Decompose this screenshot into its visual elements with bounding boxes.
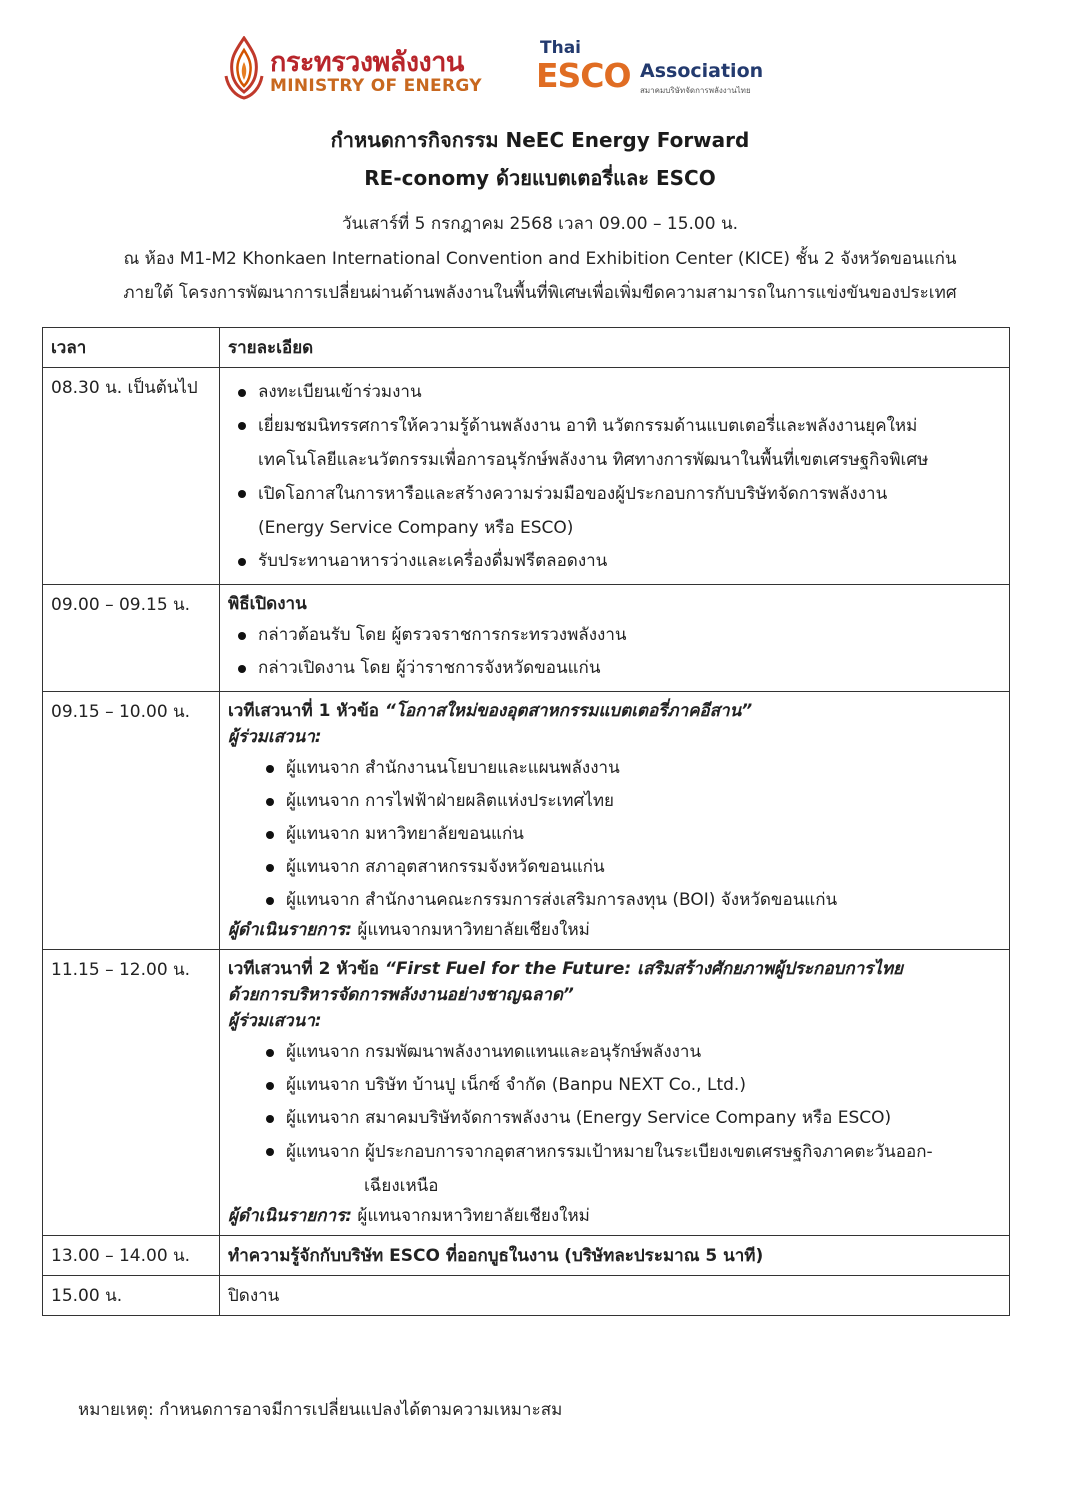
row-time: 15.00 น. xyxy=(43,1276,220,1316)
row-detail: ปิดงาน xyxy=(220,1276,1010,1316)
row-detail xyxy=(220,585,1010,692)
moderator: ผู้ดำเนินรายการ: ผู้แทนจากมหาวิทยาลัยเชียงใหม่ xyxy=(228,920,590,940)
list-item: ผู้แทนจาก บริษัท บ้านปู เน็กซ์ จำกัด (Banpu NEXT Co., Ltd.) xyxy=(286,1069,1001,1102)
row-detail xyxy=(220,368,1010,585)
col-header-detail: รายละเอียด xyxy=(220,328,1010,368)
list-item: เยี่ยมชมนิทรรศการให้ความรู้ด้านพลังงาน อาทิ นวัตกรรมด้านแบตเตอรี่และพลังงานยุคใหม่ เทคโนโลยีและนวัตกรรมเพื่อการอนุรักษ์พลังงาน ทิศทางการพัฒนาในพื้นที่เขตเศรษฐกิจพิเศษ xyxy=(258,409,1001,477)
bullet-list xyxy=(228,752,1001,917)
row-detail xyxy=(220,692,1010,950)
esco-logo-association: Association xyxy=(640,60,764,82)
moe-name-thai: กระทรวงพลังงาน xyxy=(270,47,464,78)
row-detail: ทำความรู้จักกับบริษัท ESCO ที่ออกบูธในงาน (บริษัทละประมาณ 5 นาที) xyxy=(220,1236,1010,1276)
event-venue: ณ ห้อง M1-M2 Khonkaen International Convention and Exhibition Center (KICE) ชั้น 2 จังหวัดขอนแก่น xyxy=(123,249,957,269)
moe-name-english: MINISTRY OF ENERGY xyxy=(270,76,482,96)
list-item: ผู้แทนจาก สำนักงานนโยบายและแผนพลังงาน xyxy=(286,752,1001,785)
panel-label: ผู้ร่วมเสวนา: xyxy=(228,1011,322,1031)
table-row xyxy=(43,368,1010,585)
esco-logo-wordmark: ESCO xyxy=(536,56,631,95)
row-time: 08.30 น. เป็นต้นไป xyxy=(43,368,220,585)
list-item: ผู้แทนจาก การไฟฟ้าฝ่ายผลิตแห่งประเทศไทย xyxy=(286,785,1001,818)
col-header-time: เวลา xyxy=(43,328,220,368)
table-row xyxy=(43,692,1010,950)
list-item: เปิดโอกาสในการหารือและสร้างความร่วมมือของผู้ประกอบการกับบริษัทจัดการพลังงาน (Energy Service Company หรือ ESCO) xyxy=(258,477,1001,545)
row-time: 09.00 – 09.15 น. xyxy=(43,585,220,692)
ministry-of-energy-logo xyxy=(222,36,512,102)
list-item: ผู้แทนจาก สมาคมบริษัทจัดการพลังงาน (Energy Service Company หรือ ESCO) xyxy=(286,1102,1001,1135)
table-row xyxy=(43,1236,1010,1276)
topic-title-cont: ด้วยการบริหารจัดการพลังงานอย่างชาญฉลาด” xyxy=(228,985,574,1005)
table-row xyxy=(43,1276,1010,1316)
schedule-table xyxy=(42,327,1010,1316)
list-item: ผู้แทนจาก มหาวิทยาลัยขอนแก่น xyxy=(286,818,1001,851)
topic-title: “First Fuel for the Future: เสริมสร้างศักยภาพผู้ประกอบการไทย xyxy=(384,959,904,979)
list-item: ผู้แทนจาก ผู้ประกอบการจากอุตสาหกรรมเป้าหมายในระเบียงเขตเศรษฐกิจภาคตะวันออก- เฉียงเหนือ xyxy=(286,1135,1001,1203)
flame-icon xyxy=(222,36,266,100)
list-item: ลงทะเบียนเข้าร่วมงาน xyxy=(258,376,1001,409)
table-row xyxy=(43,950,1010,1236)
row-time: 13.00 – 14.00 น. xyxy=(43,1236,220,1276)
thai-esco-association-logo xyxy=(536,38,776,100)
esco-logo-subtitle: สมาคมบริษัทจัดการพลังงานไทย xyxy=(640,86,751,95)
agenda-title-line2: RE-conomy ด้วยแบตเตอรี่และ ESCO xyxy=(364,166,716,190)
esco-logo-thai: Thai xyxy=(540,38,581,58)
row-heading: เวทีเสวนาที่ 2 หัวข้อ “First Fuel for the Future: เสริมสร้างศักยภาพผู้ประกอบการไทย xyxy=(228,959,904,979)
bullet-list xyxy=(228,1036,1001,1203)
list-item: รับประทานอาหารว่างและเครื่องดื่มฟรีตลอดงาน xyxy=(258,545,1001,578)
bullet-list xyxy=(228,376,1001,578)
event-date: วันเสาร์ที่ 5 กรกฎาคม 2568 เวลา 09.00 – 15.00 น. xyxy=(342,214,738,234)
list-item: ผู้แทนจาก กรมพัฒนาพลังงานทดแทนและอนุรักษ์พลังงาน xyxy=(286,1036,1001,1069)
row-time: 09.15 – 10.00 น. xyxy=(43,692,220,950)
event-project: ภายใต้ โครงการพัฒนาการเปลี่ยนผ่านด้านพลังงานในพื้นที่พิเศษเพื่อเพิ่มขีดความสามารถในการแข่งขันของประเทศ xyxy=(123,283,957,303)
panel-label: ผู้ร่วมเสวนา: xyxy=(228,727,322,747)
row-detail xyxy=(220,950,1010,1236)
agenda-title-line1: กำหนดการกิจกรรม NeEC Energy Forward xyxy=(330,128,750,152)
row-time: 11.15 – 12.00 น. xyxy=(43,950,220,1236)
table-header-row xyxy=(43,328,1010,368)
row-heading: เวทีเสวนาที่ 1 หัวข้อ “โอกาสใหม่ของอุตสาหกรรมแบตเตอรี่ภาคอีสาน” xyxy=(228,701,753,721)
list-item: กล่าวเปิดงาน โดย ผู้ว่าราชการจังหวัดขอนแก่น xyxy=(258,652,1001,685)
moderator: ผู้ดำเนินรายการ: ผู้แทนจากมหาวิทยาลัยเชียงใหม่ xyxy=(228,1206,590,1226)
bullet-list xyxy=(228,619,1001,685)
topic-title: “โอกาสใหม่ของอุตสาหกรรมแบตเตอรี่ภาคอีสาน” xyxy=(384,701,753,721)
table-row xyxy=(43,585,1010,692)
list-item: ผู้แทนจาก สำนักงานคณะกรรมการส่งเสริมการลงทุน (BOI) จังหวัดขอนแก่น xyxy=(286,884,1001,917)
list-item: กล่าวต้อนรับ โดย ผู้ตรวจราชการกระทรวงพลังงาน xyxy=(258,619,1001,652)
footnote: หมายเหตุ: กำหนดการอาจมีการเปลี่ยนแปลงได้ตามความเหมาะสม xyxy=(78,1400,563,1420)
row-heading: พิธีเปิดงาน xyxy=(228,594,307,614)
list-item: ผู้แทนจาก สภาอุตสาหกรรมจังหวัดขอนแก่น xyxy=(286,851,1001,884)
